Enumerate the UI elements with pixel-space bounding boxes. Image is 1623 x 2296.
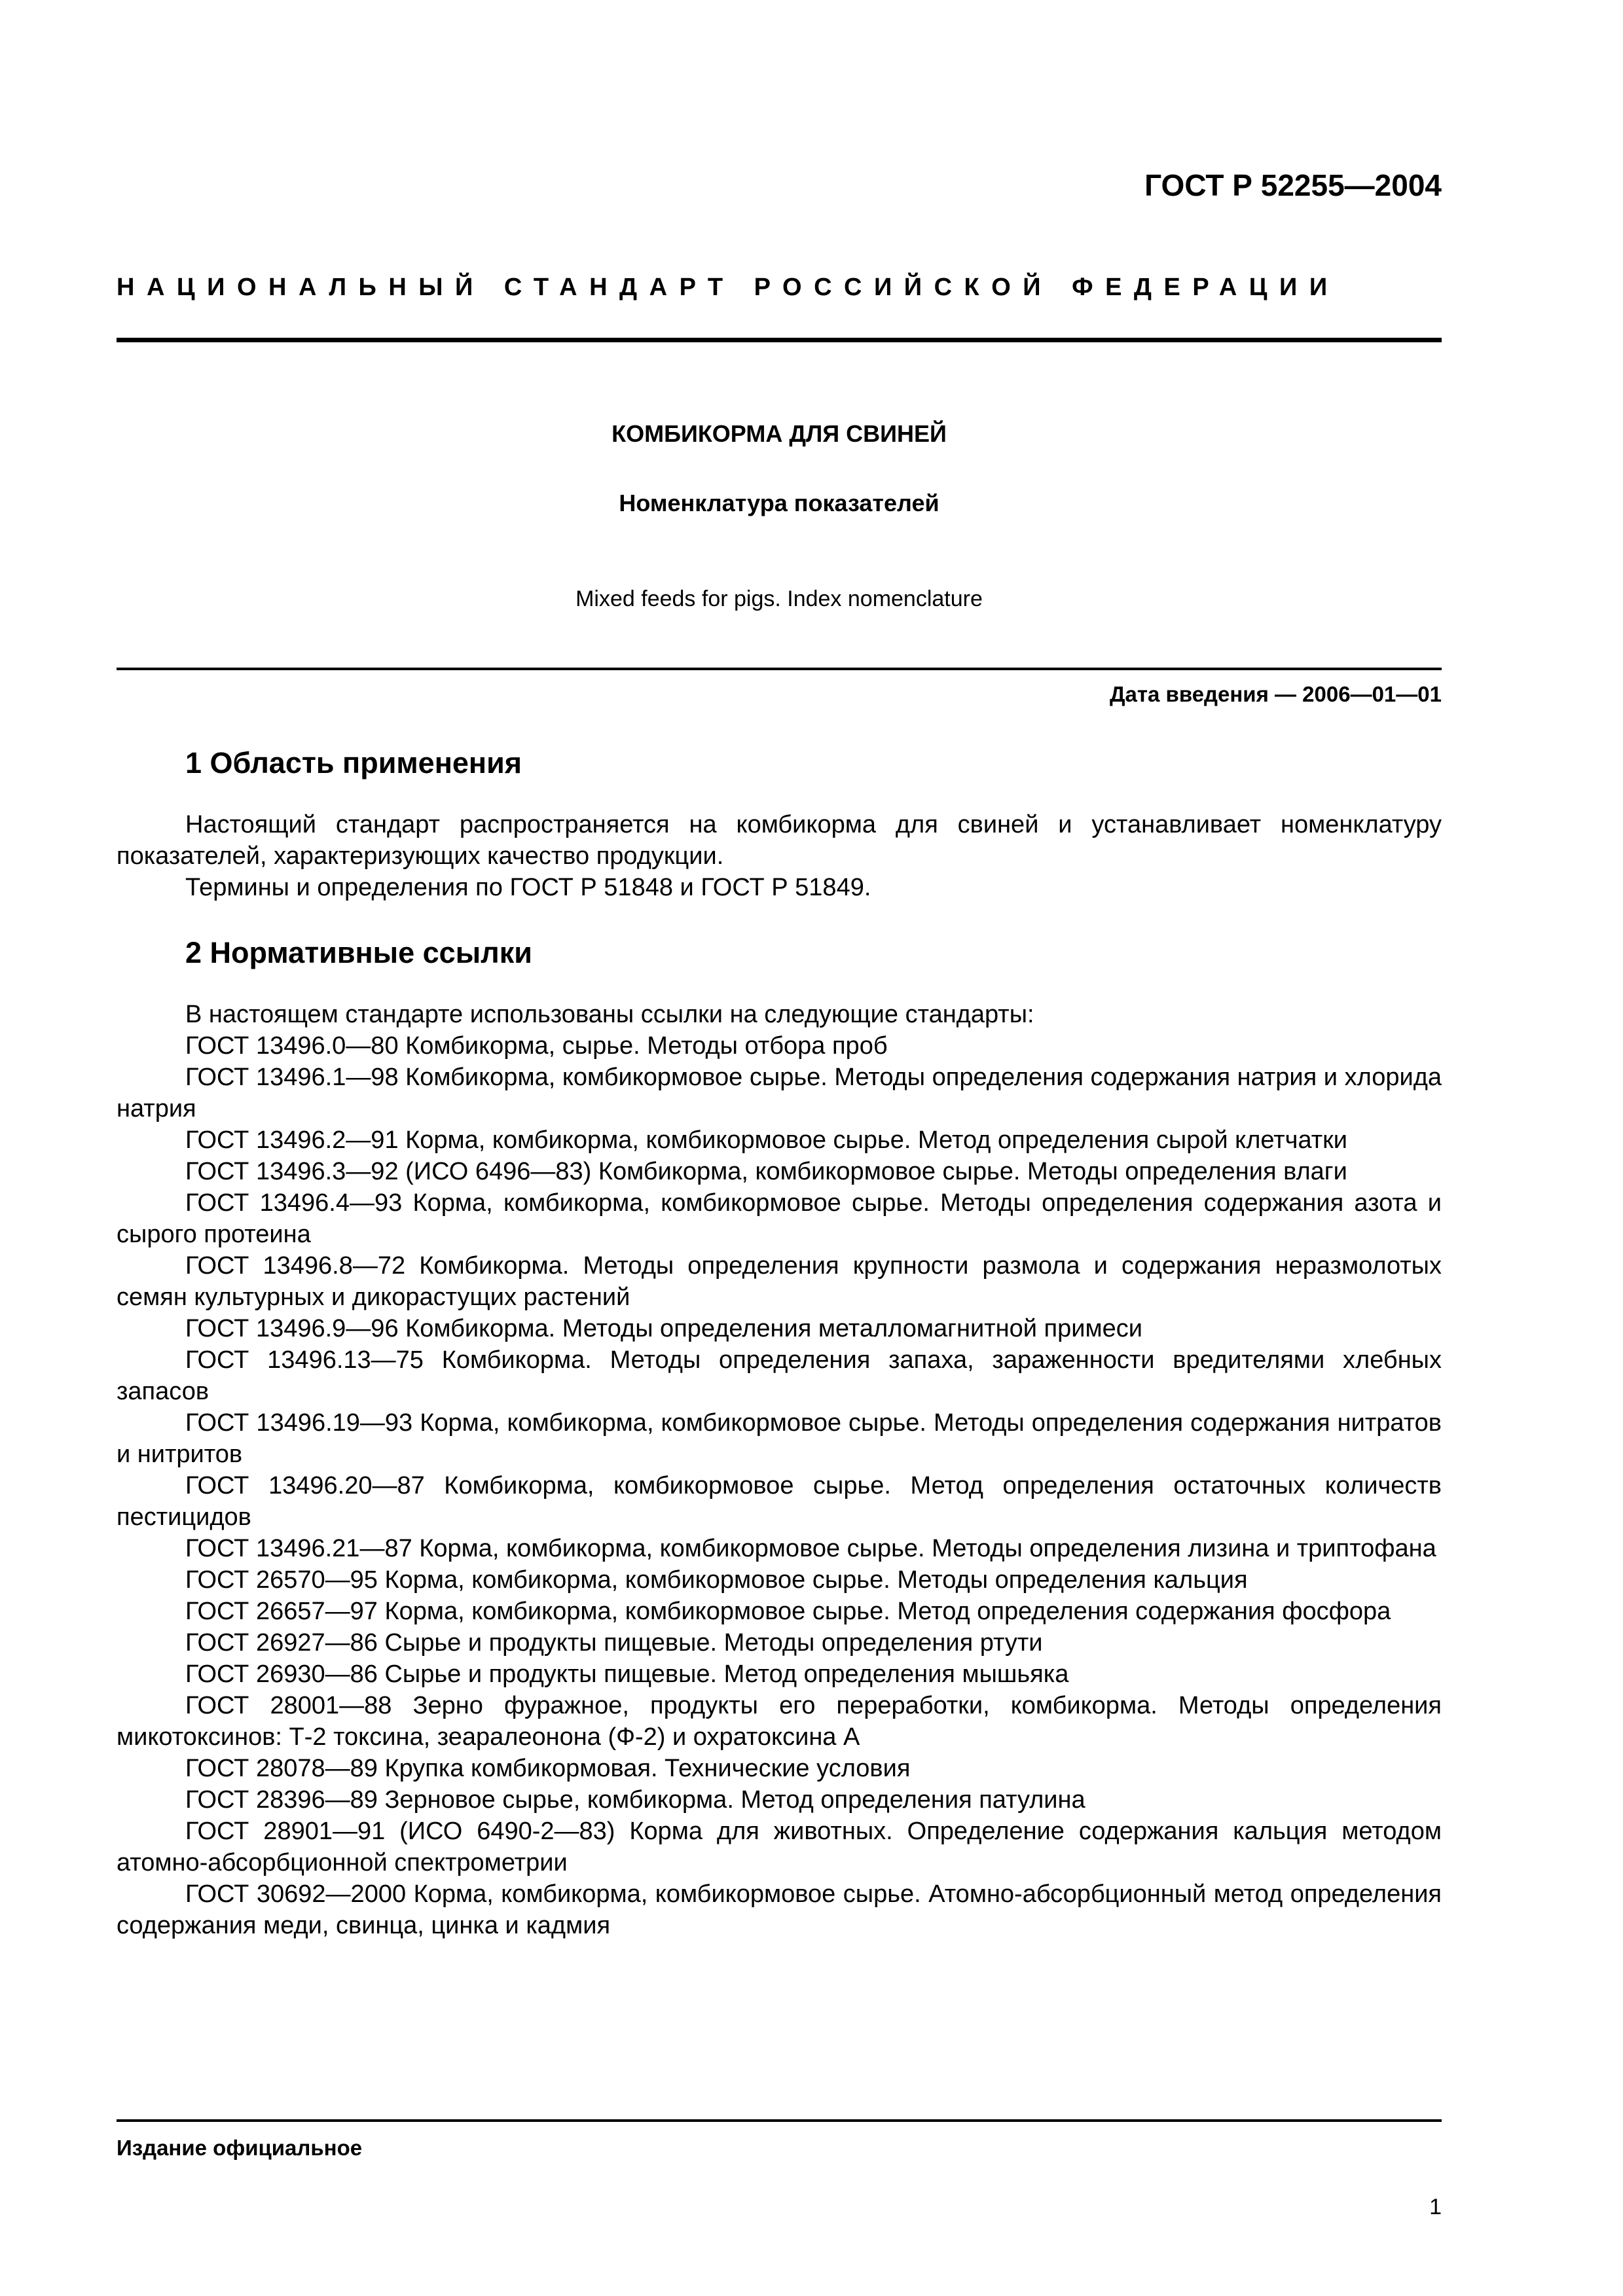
reference-item: ГОСТ 26570—95 Корма, комбикорма, комбикормовое сырье. Методы определения кальция	[185, 1566, 1248, 1594]
paragraph: Термины и определения по ГОСТ Р 51848 и ГОСТ Р 51849.	[185, 874, 871, 901]
section-references-body	[117, 999, 1442, 1941]
reference-item: ГОСТ 30692—2000 Корма, комбикорма, комбикормовое сырье. Атомно-абсорбционный метод определения содержания меди, свинца, цинка и кадмия	[117, 1880, 1442, 1939]
paragraph: Настоящий стандарт распространяется на комбикорма для свиней и устанавливает номенклатуру показателей, характеризующих качество продукции.	[117, 811, 1442, 870]
official-edition-label: Издание официальное	[117, 2136, 363, 2160]
footer-divider	[117, 2119, 1442, 2122]
reference-item: ГОСТ 13496.20—87 Комбикорма, комбикормовое сырье. Метод определения остаточных количеств пестицидов	[117, 1472, 1442, 1531]
header-divider	[117, 338, 1442, 342]
section-heading-references: 2 Нормативные ссылки	[185, 936, 532, 969]
reference-item: ГОСТ 28396—89 Зерновое сырье, комбикорма. Метод определения патулина	[185, 1786, 1085, 1814]
reference-item: ГОСТ 26927—86 Сырье и продукты пищевые. Методы определения ртути	[185, 1629, 1043, 1657]
reference-item: ГОСТ 13496.4—93 Корма, комбикорма, комбикормовое сырье. Методы определения содержания азота и сырого протеина	[117, 1189, 1442, 1248]
reference-item: ГОСТ 13496.19—93 Корма, комбикорма, комбикормовое сырье. Методы определения содержания нитратов и нитритов	[117, 1409, 1442, 1468]
section-scope-body	[117, 809, 1442, 903]
document-title: КОМБИКОРМА ДЛЯ СВИНЕЙ	[611, 420, 947, 447]
reference-item: ГОСТ 13496.3—92 (ИСО 6496—83) Комбикорма, комбикормовое сырье. Методы определения влаги	[185, 1158, 1347, 1185]
document-code: ГОСТ Р 52255—2004	[1144, 168, 1442, 202]
introduction-date: Дата введения — 2006—01—01	[1110, 682, 1442, 706]
english-title: Mixed feeds for pigs. Index nomenclature	[575, 586, 983, 611]
reference-item: ГОСТ 28078—89 Крупка комбикормовая. Технические условия	[185, 1755, 911, 1782]
document-subtitle: Номенклатура показателей	[619, 490, 939, 516]
reference-item: ГОСТ 13496.13—75 Комбикорма. Методы определения запаха, зараженности вредителями хлебных запасов	[117, 1346, 1442, 1405]
reference-item: ГОСТ 13496.0—80 Комбикорма, сырье. Методы отбора проб	[185, 1032, 888, 1060]
title-divider	[117, 668, 1442, 670]
reference-item: ГОСТ 28901—91 (ИСО 6490-2—83) Корма для животных. Определение содержания кальция методом атомно-абсорбционной спектрометрии	[117, 1818, 1442, 1876]
reference-item: ГОСТ 26657—97 Корма, комбикорма, комбикормовое сырье. Метод определения содержания фосфора	[185, 1598, 1391, 1625]
section-heading-scope: 1 Область применения	[185, 746, 522, 780]
reference-item: ГОСТ 13496.8—72 Комбикорма. Методы определения крупности размола и содержания неразмолотых семян культурных и дикорастущих растений	[117, 1252, 1442, 1311]
reference-item: ГОСТ 13496.1—98 Комбикорма, комбикормовое сырье. Методы определения содержания натрия и хлорида натрия	[117, 1064, 1442, 1122]
reference-item: ГОСТ 28001—88 Зерно фуражное, продукты его переработки, комбикорма. Методы определения микотоксинов: Т-2 токсина, зеаралеонона (Ф-2) и охратоксина А	[117, 1692, 1442, 1751]
reference-item: ГОСТ 13496.2—91 Корма, комбикорма, комбикормовое сырье. Метод определения сырой клетчатки	[185, 1126, 1348, 1154]
reference-item: ГОСТ 26930—86 Сырье и продукты пищевые. Метод определения мышьяка	[185, 1660, 1069, 1688]
page-number: 1	[1429, 2195, 1442, 2219]
paragraph: В настоящем стандарте использованы ссылки на следующие стандарты:	[185, 1001, 1034, 1028]
reference-item: ГОСТ 13496.21—87 Корма, комбикорма, комбикормовое сырье. Методы определения лизина и триптофана	[185, 1535, 1436, 1562]
standard-banner: НАЦИОНАЛЬНЫЙ СТАНДАРТ РОССИЙСКОЙ ФЕДЕРАЦИИ	[117, 274, 1340, 301]
reference-item: ГОСТ 13496.9—96 Комбикорма. Методы определения металломагнитной примеси	[185, 1315, 1142, 1342]
